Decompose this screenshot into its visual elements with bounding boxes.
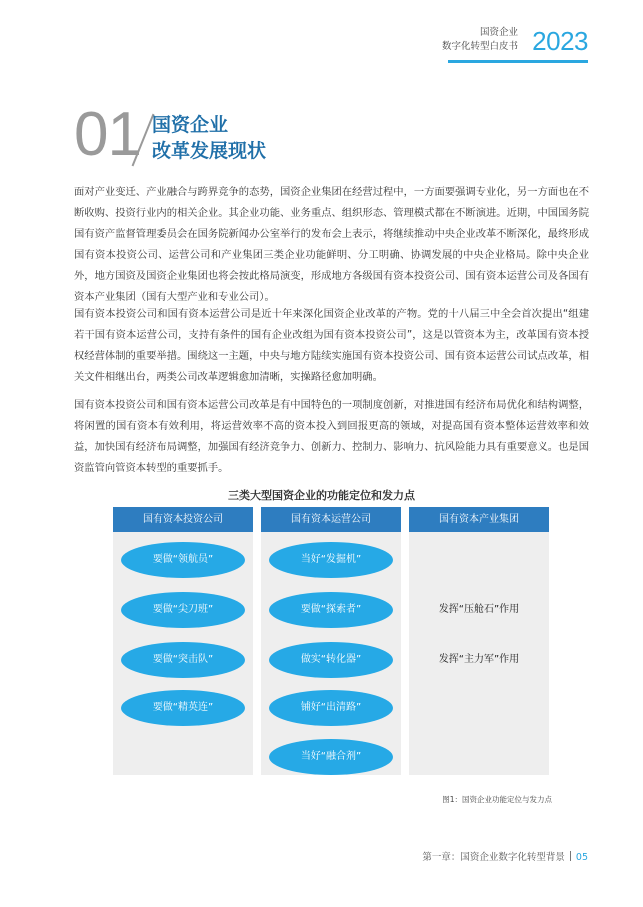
figure-caption: 图1：国资企业功能定位与发力点 [442,795,552,804]
function-oval: 要做“突击队” [121,642,245,678]
function-label: 发挥“压舱石”作用 [438,604,520,615]
footer-separator [570,851,571,861]
header-accent-line [448,60,588,63]
function-oval: 铺好“出清路” [269,690,393,726]
page-footer [422,849,588,863]
column-header: 国有资本产业集团 [409,507,549,532]
chapter-title [152,112,266,164]
header-year: 2023 [532,26,588,56]
chapter-title-line1: 国资企业 [152,114,229,136]
function-oval: 要做“精英连” [121,690,245,726]
column-header: 国有资本投资公司 [113,507,253,532]
function-oval: 要做“探索者” [269,592,393,628]
header-title-line2: 数字化转型白皮书 [441,41,518,52]
figure-column-industry [409,507,549,775]
page-number: 05 [575,852,588,863]
figure-column-investment [113,507,253,775]
header-title [318,26,518,54]
function-oval: 要做“领航员” [121,542,245,578]
chapter-title-line2: 改革发展现状 [152,140,267,162]
function-oval: 当好“融合剂” [269,739,393,775]
figure-column-operation [261,507,401,775]
function-oval: 要做“尖刀班” [121,592,245,628]
function-oval: 做实“转化器” [269,642,393,678]
paragraph-2: 国有资本投资公司和国有资本运营公司是近十年来深化国资企业改革的产物。党的十八届三中全会首次提出“组建若干国有资本运营公司，支持有条件的国有企业改组为国有资本投资公司”，这是以管资本为主，改革国有资本授权经营体制的重要举措。围绕这一主题，中央与地方陆续实施国有资本投资公司、国有资本运营公司试点改革，相关文件相继出台，两类公司改革逻辑愈加清晰，实操路径愈加明确。 [74,308,589,383]
paragraph-1: 面对产业变迁、产业融合与跨界竞争的态势，国资企业集团在经营过程中，一方面要强调专业化，另一方面也在不断收购、投资行业内的相关企业。其企业功能、业务重点、组织形态、管理模式都在不断演进。近期，中国国务院国有资产监督管理委员会在国务院新闻办公室举行的发布会上表示，将继续推动中央企业改革不断深化，最终形成国有资本投资公司、运营公司和产业集团三类企业功能鲜明、分工明确、协调发展的中央企业格局。除中央企业外，地方国资及国资企业集团也将会按此格局演变，形成地方各级国有资本投资公司、国有资本运营公司及各国有资本产业集团（国有大型产业和专业公司）。 [74,186,589,303]
paragraph-3: 国有资本投资公司和国有资本运营公司改革是有中国特色的一项制度创新，对推进国有经济布局优化和结构调整，将闲置的国有资本有效利用，将运营效率不高的资本投入到回报更高的领域，对提高国有资本整体运营效率和效益，加快国有经济布局调整，加强国有经济竞争力、创新力、控制力、影响力、抗风险能力具有重要意义。也是国资监管向管资本转型的重要抓手。 [74,399,589,474]
function-label: 发挥“主力军”作用 [438,654,520,665]
header-title-line1: 国资企业 [479,27,518,38]
function-oval: 当好“发掘机” [269,542,393,578]
chapter-number: 01 [74,100,141,169]
column-header: 国有资本运营公司 [261,507,401,532]
figure-title: 三类大型国资企业的功能定位和发力点 [228,489,415,502]
footer-chapter: 第一章：国资企业数字化转型背景 [422,852,565,863]
